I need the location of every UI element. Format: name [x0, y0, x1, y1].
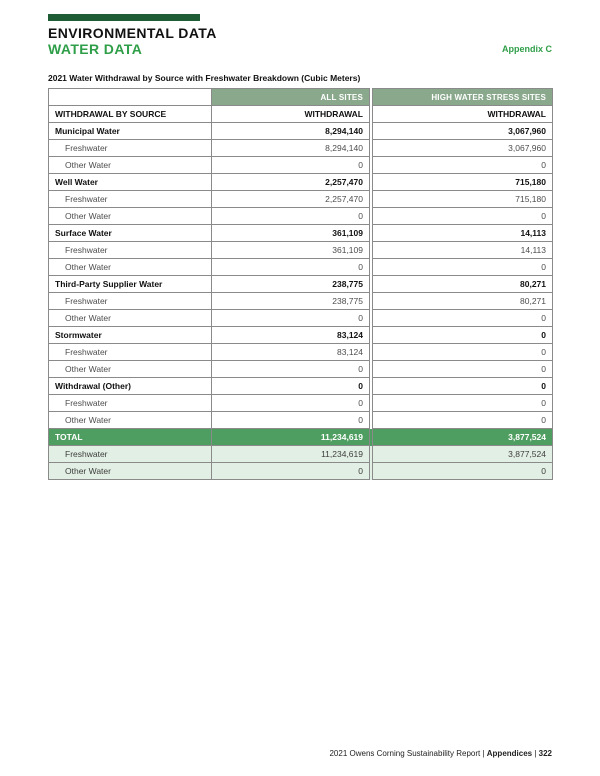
footer-separator: |	[480, 749, 487, 758]
row-label: Other Water	[49, 463, 212, 480]
table-row	[49, 361, 553, 378]
all-sites-value: 238,775	[212, 293, 370, 310]
row-label: Surface Water	[49, 225, 212, 242]
table-header-row-withdrawal	[49, 106, 553, 123]
stress-sites-value: 3,067,960	[373, 123, 553, 140]
all-sites-value: 238,775	[212, 276, 370, 293]
table-row	[49, 446, 553, 463]
water-withdrawal-table	[48, 88, 553, 480]
all-sites-value: 361,109	[212, 242, 370, 259]
all-sites-value: 8,294,140	[212, 140, 370, 157]
table-row	[49, 293, 553, 310]
row-label: Other Water	[49, 412, 212, 429]
stress-sites-value: 715,180	[373, 191, 553, 208]
all-sites-value: 0	[212, 378, 370, 395]
stress-sites-value: 80,271	[373, 293, 553, 310]
stress-sites-value: 14,113	[373, 225, 553, 242]
table-row	[49, 412, 553, 429]
stress-sites-value: 0	[373, 259, 553, 276]
stress-sites-value: 0	[373, 310, 553, 327]
all-sites-value: 11,234,619	[212, 446, 370, 463]
all-sites-value: 0	[212, 361, 370, 378]
all-sites-value: 361,109	[212, 225, 370, 242]
header-stress-sites: HIGH WATER STRESS SITES	[373, 89, 553, 106]
stress-sites-value: 0	[373, 412, 553, 429]
row-label: Freshwater	[49, 446, 212, 463]
table-row	[49, 191, 553, 208]
table-row	[49, 208, 553, 225]
stress-sites-value: 3,067,960	[373, 140, 553, 157]
section-subtitle: WATER DATA	[48, 41, 143, 57]
table-title: 2021 Water Withdrawal by Source with Freshwater Breakdown (Cubic Meters)	[48, 73, 361, 83]
all-sites-value: 0	[212, 310, 370, 327]
table-row	[49, 327, 553, 344]
row-label: Freshwater	[49, 395, 212, 412]
header-all-sites: ALL SITES	[212, 89, 370, 106]
row-label: Freshwater	[49, 293, 212, 310]
all-sites-value: 0	[212, 157, 370, 174]
header-withdrawal-stress: WITHDRAWAL	[373, 106, 553, 123]
all-sites-value: 0	[212, 463, 370, 480]
table-row	[49, 225, 553, 242]
row-label: Municipal Water	[49, 123, 212, 140]
all-sites-value: 0	[212, 412, 370, 429]
footer-separator: |	[532, 749, 539, 758]
row-label: Well Water	[49, 174, 212, 191]
table-row	[49, 242, 553, 259]
footer-section: Appendices	[486, 749, 533, 758]
table-row	[49, 174, 553, 191]
stress-sites-value: 3,877,524	[373, 446, 553, 463]
stress-sites-value: 3,877,524	[373, 429, 553, 446]
stress-sites-value: 80,271	[373, 276, 553, 293]
all-sites-value: 0	[212, 395, 370, 412]
all-sites-value: 83,124	[212, 327, 370, 344]
table-row	[49, 157, 553, 174]
section-title: ENVIRONMENTAL DATA	[48, 25, 217, 41]
row-label: Withdrawal (Other)	[49, 378, 212, 395]
row-label: Freshwater	[49, 140, 212, 157]
section-color-bar	[48, 14, 200, 21]
row-label: Freshwater	[49, 191, 212, 208]
header-blank-cell	[49, 89, 212, 106]
table-row	[49, 259, 553, 276]
page-footer	[329, 749, 552, 758]
stress-sites-value: 715,180	[373, 174, 553, 191]
all-sites-value: 0	[212, 208, 370, 225]
row-label: Freshwater	[49, 344, 212, 361]
stress-sites-value: 0	[373, 463, 553, 480]
row-label: Stormwater	[49, 327, 212, 344]
stress-sites-value: 14,113	[373, 242, 553, 259]
row-label: Other Water	[49, 361, 212, 378]
stress-sites-value: 0	[373, 361, 553, 378]
table-row	[49, 140, 553, 157]
stress-sites-value: 0	[373, 395, 553, 412]
table-row	[49, 395, 553, 412]
all-sites-value: 11,234,619	[212, 429, 370, 446]
table-row	[49, 276, 553, 293]
row-label: Freshwater	[49, 242, 212, 259]
row-label: Other Water	[49, 208, 212, 225]
table-row	[49, 463, 553, 480]
row-label: Other Water	[49, 157, 212, 174]
all-sites-value: 2,257,470	[212, 174, 370, 191]
header-source: WITHDRAWAL BY SOURCE	[49, 106, 212, 123]
all-sites-value: 0	[212, 259, 370, 276]
table-header-row-sites	[49, 89, 553, 106]
stress-sites-value: 0	[373, 344, 553, 361]
appendix-label: Appendix C	[501, 44, 552, 54]
stress-sites-value: 0	[373, 327, 553, 344]
table-row	[49, 310, 553, 327]
all-sites-value: 2,257,470	[212, 191, 370, 208]
all-sites-value: 83,124	[212, 344, 370, 361]
table-row	[49, 378, 553, 395]
row-label: Other Water	[49, 310, 212, 327]
stress-sites-value: 0	[373, 208, 553, 225]
header-withdrawal-all: WITHDRAWAL	[212, 106, 370, 123]
table-row	[49, 344, 553, 361]
stress-sites-value: 0	[373, 157, 553, 174]
row-label: Other Water	[49, 259, 212, 276]
footer-page-number: 322	[538, 749, 552, 758]
table-row	[49, 123, 553, 140]
footer-report-name: 2021 Owens Corning Sustainability Report	[329, 749, 481, 758]
row-label: TOTAL	[49, 429, 212, 446]
table-row	[49, 429, 553, 446]
all-sites-value: 8,294,140	[212, 123, 370, 140]
row-label: Third-Party Supplier Water	[49, 276, 212, 293]
stress-sites-value: 0	[373, 378, 553, 395]
